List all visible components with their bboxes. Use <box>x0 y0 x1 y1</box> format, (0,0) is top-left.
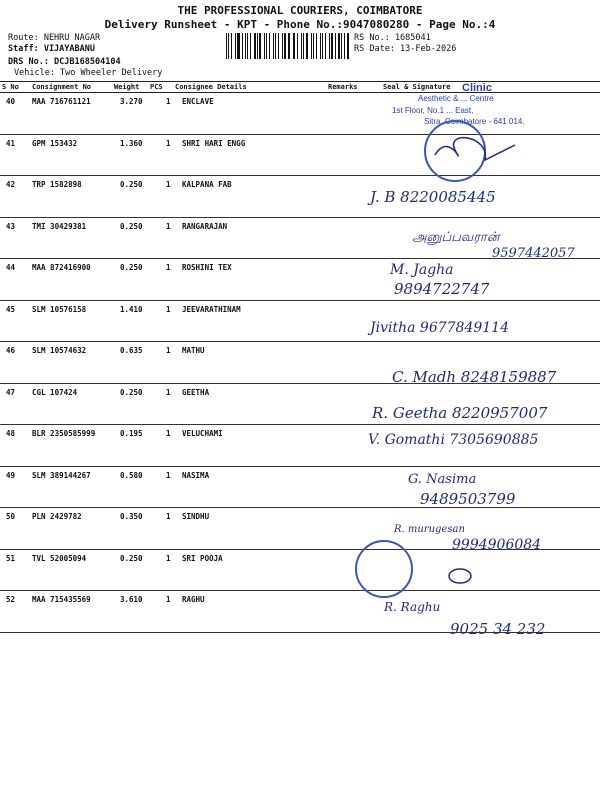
table-row <box>0 176 600 218</box>
barcode-bar <box>306 33 308 59</box>
barcode-bar <box>254 33 255 59</box>
barcode-bar <box>335 33 336 59</box>
cell-consignment: SLM 10576158 <box>32 304 87 314</box>
col-consignee: Consignee Details <box>175 83 247 91</box>
company-title: THE PROFESSIONAL COURIERS, COIMBATORE <box>177 4 423 17</box>
signature-scribble-41 <box>430 125 520 180</box>
handwriting-row43-phone: 9597442057 <box>492 246 575 261</box>
handwriting-row50-phone: 9994906084 <box>452 537 542 553</box>
cell-weight: 0.635 <box>120 346 143 355</box>
handwriting-row43-name: அனுப்பவரான் <box>412 230 500 245</box>
barcode-bar <box>242 33 243 59</box>
cell-pcs: 1 <box>166 97 171 106</box>
staff-label: Staff: VIJAYABANU <box>8 44 95 54</box>
cell-sno: 44 <box>6 263 16 272</box>
cell-consignee: JEEVARATHINAM <box>182 304 241 314</box>
handwriting-row46: C. Madh 8248159887 <box>392 368 557 386</box>
barcode-bar <box>273 33 274 59</box>
barcode-bar <box>344 33 345 59</box>
barcode-bar <box>320 33 321 59</box>
handwriting-row50-name: R. murugesan <box>394 524 465 535</box>
handwriting-row44-name: M. Jagha <box>390 262 454 278</box>
cell-consignee: SHRI HARI ENGG <box>182 138 246 148</box>
cell-pcs: 1 <box>166 595 171 604</box>
cell-consignee: KALPANA FAB <box>182 180 232 189</box>
cell-sno: 40 <box>6 97 16 106</box>
cell-sno: 50 <box>6 512 16 521</box>
barcode-bar <box>331 33 333 59</box>
cell-sno: 49 <box>6 470 16 480</box>
cell-weight: 0.195 <box>120 429 143 438</box>
cell-consignment: SLM 10574632 <box>32 346 87 355</box>
cell-pcs: 1 <box>166 387 171 397</box>
cell-pcs: 1 <box>166 138 171 148</box>
col-consignment: Consignment No <box>32 83 92 91</box>
col-sno: S No <box>2 83 19 91</box>
barcode-bar <box>293 33 294 59</box>
barcode-bar <box>294 33 295 59</box>
cell-consignee: SRI POOJA <box>182 553 223 563</box>
cell-pcs: 1 <box>166 470 171 480</box>
cell-consignment: TMI 30429381 <box>32 221 87 231</box>
barcode-bar <box>250 33 251 59</box>
barcode-bar <box>247 33 248 59</box>
cell-weight: 0.350 <box>120 512 143 521</box>
handwriting-row42: J. B 8220085445 <box>370 188 496 206</box>
cell-weight: 0.580 <box>120 470 143 480</box>
cell-consignee: RAGHU <box>182 595 205 604</box>
cell-sno: 45 <box>6 304 16 314</box>
barcode-bar <box>231 33 232 59</box>
barcode-bar <box>284 33 286 59</box>
cell-pcs: 1 <box>166 221 171 231</box>
barcode-bar <box>259 33 261 59</box>
barcode-bar <box>266 33 267 59</box>
cell-sno: 52 <box>6 595 16 604</box>
col-weight: Weight <box>114 83 140 91</box>
cell-sno: 47 <box>6 387 16 397</box>
cell-weight: 0.250 <box>120 221 143 231</box>
runsheet-subtitle: Delivery Runsheet - KPT - Phone No.:9047080280 - Page No.:4 <box>104 18 496 31</box>
cell-consignment: MAA 715435569 <box>32 595 91 604</box>
barcode-bar <box>282 33 283 59</box>
round-seal-stamp-2 <box>355 540 413 598</box>
cell-weight: 3.610 <box>120 595 143 604</box>
barcode-bar <box>316 33 317 59</box>
cell-pcs: 1 <box>166 304 171 314</box>
cell-consignment: MAA 872416900 <box>32 263 91 272</box>
handwriting-row49-phone: 9489503799 <box>420 490 516 508</box>
barcode-bar <box>338 33 339 59</box>
barcode-bar <box>275 33 276 59</box>
col-remarks: Remarks <box>328 83 358 91</box>
barcode-bar <box>301 33 302 59</box>
barcode-bar <box>228 33 229 59</box>
cell-sno: 43 <box>6 221 16 231</box>
barcode-bar <box>311 33 312 59</box>
cell-consignment: CGL 107424 <box>32 387 78 397</box>
handwriting-row52-phone: 9025 34 232 <box>450 620 546 638</box>
barcode-bar <box>257 33 258 59</box>
handwriting-row48: V. Gomathi 7305690885 <box>368 432 539 448</box>
cell-consignment: MAA 716761121 <box>32 97 91 106</box>
cell-sno: 48 <box>6 429 16 438</box>
cell-weight: 0.250 <box>120 263 143 272</box>
cell-weight: 0.250 <box>120 387 143 397</box>
cell-consignee: ROSHINI TEX <box>182 263 232 272</box>
barcode-bar <box>297 33 298 59</box>
cell-consignment: SLM 389144267 <box>32 470 91 480</box>
signature-scribble-51 <box>446 566 476 586</box>
barcode-bar <box>269 33 270 59</box>
cell-pcs: 1 <box>166 263 171 272</box>
handwriting-row49-name: G. Nasima <box>408 472 477 487</box>
barcode-bar <box>329 33 330 59</box>
cell-weight: 3.270 <box>120 97 143 106</box>
vehicle-label: Vehicle: Two Wheeler Delivery <box>14 68 163 78</box>
cell-weight: 0.250 <box>120 180 143 189</box>
cell-sno: 46 <box>6 346 16 355</box>
handwriting-row44-phone: 9894722747 <box>394 280 490 298</box>
table-row <box>0 550 600 592</box>
cell-consignment: PLN 2429782 <box>32 512 82 521</box>
cell-consignment: TRP 1582898 <box>32 180 82 189</box>
barcode-bar <box>237 33 239 59</box>
clinic-stamp-line1: Clinic <box>462 82 492 94</box>
cell-consignee: MATHU <box>182 346 205 355</box>
cell-consignee: ENCLAVE <box>182 97 214 106</box>
barcode-bar <box>325 33 326 59</box>
rs-number: RS No.: 1685041 <box>354 33 431 43</box>
cell-sno: 41 <box>6 138 16 148</box>
cell-pcs: 1 <box>166 180 171 189</box>
cell-consignment: TVL 52005094 <box>32 553 87 563</box>
barcode-bar <box>278 33 279 59</box>
barcode-bar <box>341 33 342 59</box>
handwriting-row47: R. Geetha 8220957007 <box>372 404 548 422</box>
cell-sno: 42 <box>6 180 16 189</box>
cell-consignee: SINDHU <box>182 512 210 521</box>
barcode-bar <box>347 33 348 59</box>
cell-pcs: 1 <box>166 429 171 438</box>
clinic-stamp-line3: 1st Floor, No.1 ... East, <box>392 106 474 115</box>
barcode-bar <box>303 33 304 59</box>
col-pcs: PCS <box>150 83 163 91</box>
drs-number: DRS No.: DCJB168504104 <box>8 57 121 67</box>
handwriting-row52-name: R. Raghu <box>384 600 441 614</box>
cell-consignee: RANGARAJAN <box>182 221 228 231</box>
clinic-stamp-line4: Sitra, Coimbatore - 641 014. <box>424 117 525 126</box>
clinic-stamp-line2: Aesthetic & ... Centre <box>418 94 494 103</box>
barcode-bar <box>288 33 289 59</box>
table-row <box>0 301 600 343</box>
barcode-bar <box>264 33 265 59</box>
cell-consignee: NASIMA <box>182 470 210 480</box>
cell-consignee: GEETHA <box>182 387 210 397</box>
barcode-bar <box>245 33 246 59</box>
cell-pcs: 1 <box>166 553 171 563</box>
cell-pcs: 1 <box>166 346 171 355</box>
cell-weight: 1.410 <box>120 304 143 314</box>
barcode-bar <box>322 33 323 59</box>
route-label: Route: NEHRU NAGAR <box>8 33 101 43</box>
cell-consignee: VELUCHAMI <box>182 429 223 438</box>
barcode-bar <box>313 33 314 59</box>
col-seal: Seal & Signature <box>383 83 451 91</box>
barcode-bar <box>235 33 236 59</box>
cell-weight: 0.250 <box>120 553 143 563</box>
cell-consignment: GPM 153432 <box>32 138 78 148</box>
cell-weight: 1.360 <box>120 138 143 148</box>
cell-sno: 51 <box>6 553 16 563</box>
table-header <box>0 81 600 93</box>
cell-consignment: BLR 2350585999 <box>32 429 96 438</box>
rs-date: RS Date: 13-Feb-2026 <box>354 44 457 54</box>
handwriting-row45: Jivitha 9677849114 <box>370 320 509 336</box>
barcode-bar <box>226 33 227 59</box>
barcode <box>226 33 350 59</box>
table-row <box>0 259 600 301</box>
cell-pcs: 1 <box>166 512 171 521</box>
